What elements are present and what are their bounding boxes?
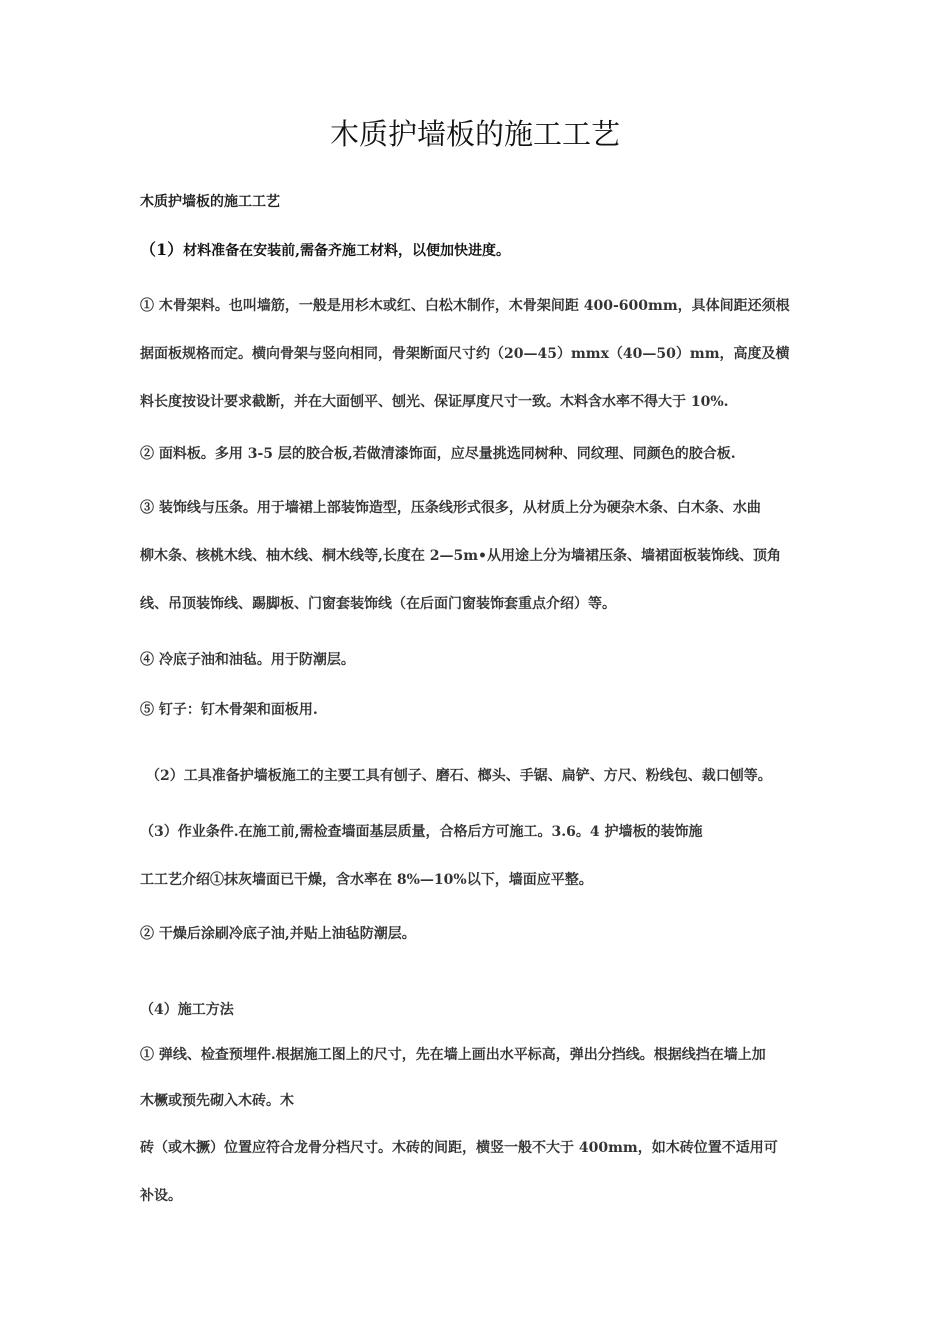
document-title: 木质护墙板的施工工艺: [329, 117, 620, 151]
section-4-heading: （4）施工方法: [140, 1002, 234, 1018]
paragraph-line: ② 面料板。多用 3-5 层的胶合板,若做清漆饰面，应尽量挑选同树种、同纹理、同颜色的胶合板.: [140, 446, 736, 462]
section-4-line: 补设。: [140, 1188, 182, 1204]
section-3-line: （3）作业条件.在施工前,需检查墙面基层质量，合格后方可施工。3.6。4 护墙板的装饰施: [140, 824, 703, 840]
section-4-line: ① 弹线、检查预埋件.根据施工图上的尺寸，先在墙上画出水平标高，弹出分挡线。根据线挡在墙上加: [140, 1047, 766, 1063]
section-4-line: 砖（或木撅）位置应符合龙骨分档尺寸。木砖的间距，横竖一般不大于 400mm，如木砖位置不适用可: [140, 1140, 778, 1156]
paragraph-line: ④ 冷底子油和油毡。用于防潮层。: [140, 652, 355, 668]
paragraph-line: 料长度按设计要求截断，并在大面刨平、刨光、保证厚度尺寸一致。木料含水率不得大于 10%.: [140, 394, 729, 410]
section-2-text: （2）工具准备护墙板施工的主要工具有刨子、磨石、榔头、手锯、扁铲、方尺、粉线包、裁口刨等。: [146, 768, 772, 784]
section-4-line: 木橛或预先砌入木砖。木: [140, 1093, 294, 1109]
section-1-heading: [140, 240, 510, 261]
section-1-label: （1）: [140, 240, 184, 259]
paragraph-line: ③ 装饰线与压条。用于墙裙上部装饰造型，压条线形式很多，从材质上分为硬杂木条、白木条、水曲: [140, 500, 761, 516]
paragraph-line: 线、吊顶装饰线、踢脚板、门窗套装饰线（在后面门窗装饰套重点介绍）等。: [140, 596, 616, 612]
document-subtitle: 木质护墙板的施工工艺: [140, 194, 280, 210]
section-3-line: 工工艺介绍①抹灰墙面已干燥，含水率在 8%—10%以下，墙面应平整。: [140, 872, 593, 888]
paragraph-line: 据面板规格而定。横向骨架与竖向相同，骨架断面尺寸约（20—45）mmx（40—50）mm，高度及横: [140, 346, 790, 362]
section-1-text: 材料准备在安装前,需备齐施工材料，以便加快进度。: [183, 243, 511, 259]
paragraph-line: ① 木骨架料。也叫墙筋，一般是用杉木或红、白松木制作，木骨架间距 400-600mm，具体间距还须根: [140, 298, 790, 314]
section-3-line: ② 干燥后涂刷冷底子油,并贴上油毡防潮层。: [140, 926, 416, 942]
paragraph-line: 柳木条、核桃木线、柚木线、桐木线等,长度在 2—5m•从用途上分为墙裙压条、墙裙面板装饰线、顶角: [140, 548, 781, 564]
paragraph-line: ⑤ 钉子：钉木骨架和面板用.: [140, 702, 318, 718]
